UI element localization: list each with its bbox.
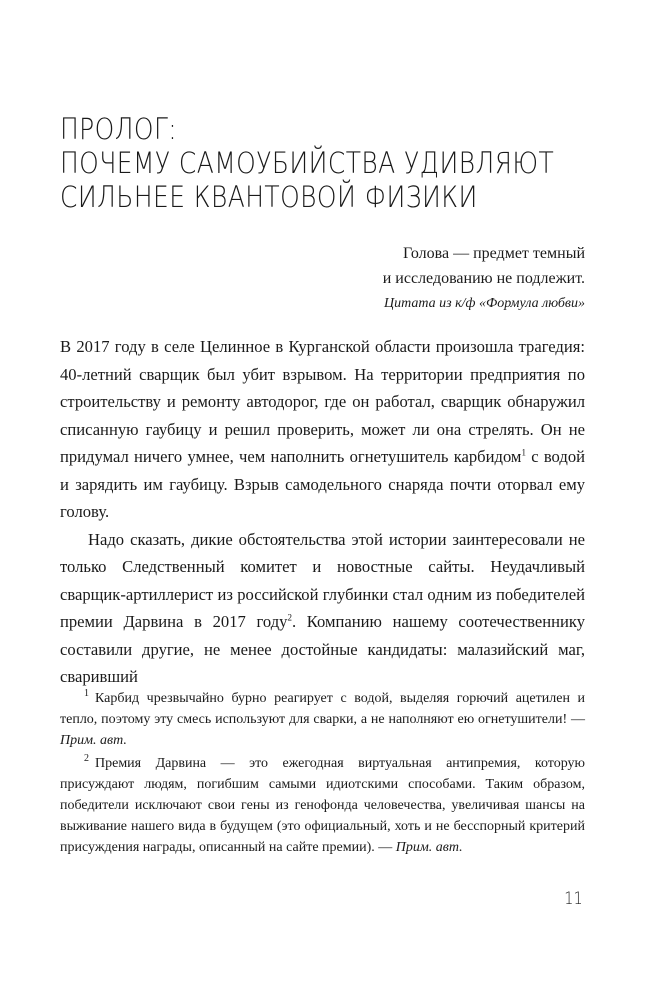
- paragraph-1-text-b: с водой и зарядить им гаубицу. Взрыв самодельного снаряда почти оторвал ему голову.: [60, 447, 585, 521]
- footnote-2-note: Прим. авт.: [395, 840, 463, 855]
- footnote-1-text: Карбид чрезвычайно бурно реагирует с водой, выделяя горючий ацетилен и тепло, поэтому эту смесь используют для сварки, а не наполняют ею огнетушители! —: [60, 691, 585, 727]
- epigraph-line-1: Голова — предмет темный: [403, 245, 585, 262]
- footnote-2-text: Премия Дарвина — это ежегодная виртуальная антипремия, которую присуждают людям, погибшим самыми идиотскими способами. Таким образом, победители исключают свои гены из генофонда человечества, увеличивая шансы на выживание нашего вида в будущем (это официальный, хоть и не бесспорный критерий присуждения награды, описанный на сайте премии). —: [60, 756, 585, 855]
- footnote-2: [60, 753, 585, 858]
- page-number: 11: [564, 889, 583, 909]
- footnotes: [60, 688, 585, 860]
- paragraph-2: [60, 526, 585, 691]
- footnote-1: [60, 688, 585, 751]
- footnote-ref-1: 1: [521, 447, 526, 458]
- epigraph: [165, 241, 585, 317]
- footnote-ref-2: 2: [287, 612, 292, 623]
- paragraph-2-text-a: Надо сказать, дикие обстоятельства этой истории заинтересовали не только Следственный комитет и новостные сайты. Неудачливый сварщик-артиллерист из российской глубинки стал одним из победителей премии Дарвина в 2017 году: [60, 529, 585, 631]
- chapter-title-line-1: ПРОЛОГ:: [60, 112, 178, 146]
- paragraph-1: [60, 333, 585, 526]
- chapter-title-line-3: СИЛЬНЕЕ КВАНТОВОЙ ФИЗИКИ: [60, 180, 478, 214]
- epigraph-line-2: и исследованию не подлежит.: [382, 270, 585, 287]
- footnote-1-mark: 1: [84, 688, 89, 700]
- body-text: [60, 333, 585, 691]
- footnote-2-mark: 2: [84, 753, 89, 765]
- chapter-title: [60, 112, 555, 214]
- chapter-title-line-2: ПОЧЕМУ САМОУБИЙСТВА УДИВЛЯЮТ: [60, 146, 555, 180]
- epigraph-source: Цитата из к/ф «Формула любви»: [383, 296, 585, 311]
- paragraph-1-text-a: В 2017 году в селе Целинное в Курганской области произошла трагедия: 40-летний сварщик был убит взрывом. На территории предприятия по строительству и ремонту автодорог, где он работал, сварщик обнаружил списанную гаубицу и решил проверить, может ли она стрелять. Он не придумал ничего умнее, чем наполнить огнетушитель карбидом: [60, 337, 585, 466]
- footnote-1-note: Прим. авт.: [60, 733, 127, 748]
- paragraph-2-text-b: . Компанию нашему соотечественнику составили другие, не менее достойные кандидаты: малазийский маг, сваривший: [60, 612, 585, 686]
